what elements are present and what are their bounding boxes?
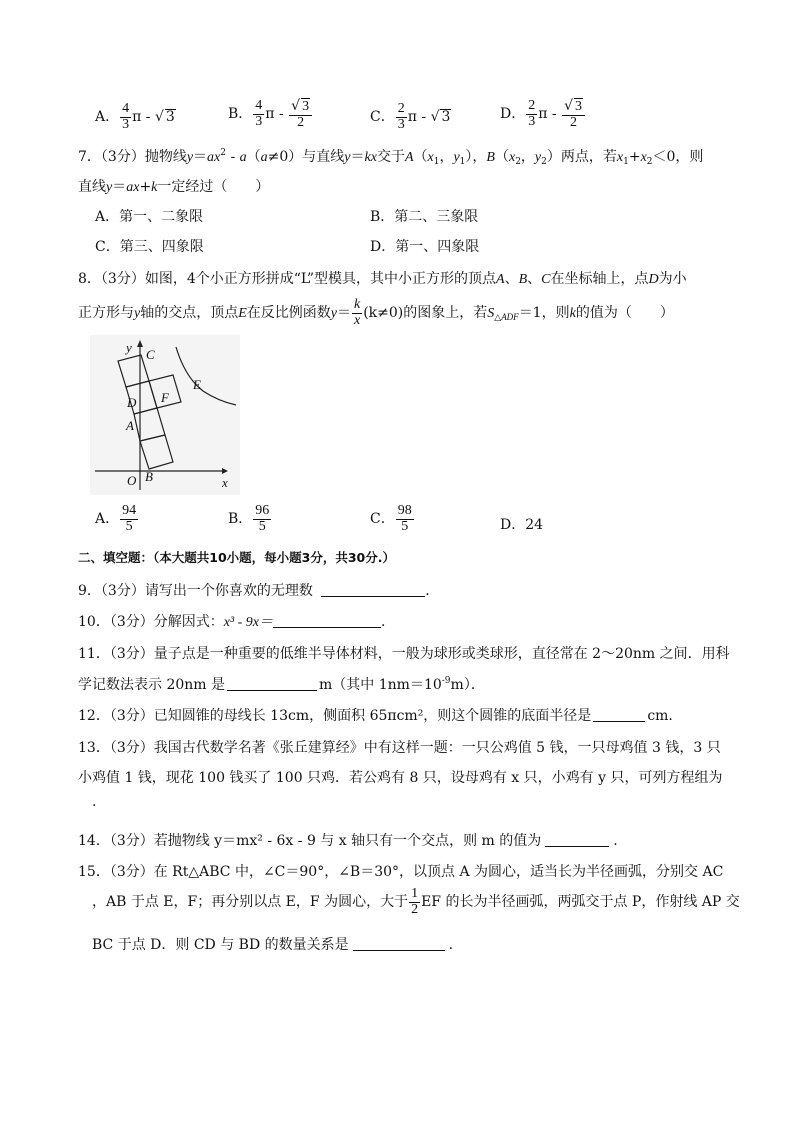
answer-blank[interactable]: [545, 832, 609, 847]
fraction: $\frac{98}{5}$: [397, 503, 412, 534]
fraction: $\frac{√ 3}{2}$: [289, 98, 312, 130]
fraction: $\frac{96}{5}$: [255, 503, 270, 534]
fraction: $\frac{4}{3}$: [255, 98, 263, 129]
q13-line1: 13．（3分）我国古代数学名著《张丘建算经》中有这样一题：一只公鸡值 5 钱，一只母鸡值 3 钱，3 只: [78, 740, 721, 756]
q8-line2: 正方形与y轴的交点，顶点E在反比例函数y＝ $\frac{k}{x}$ (k≠0)的图象上，若$S_{\triangle ADF}=1$，则k的值为（ ）: [78, 297, 674, 328]
fraction: $\frac{2}{3}$: [528, 98, 536, 129]
answer-blank[interactable]: [273, 613, 381, 628]
label-o: O: [127, 473, 137, 488]
q8-figure: [90, 335, 240, 495]
q15-line1: 15．（3分）在 Rt△ABC 中，∠C＝90°，∠B＝30°，以顶点 A 为圆心，适当长为半径画弧，分别交 AC: [78, 864, 724, 880]
q15-line2: ，AB 于点 E，F；再分别以点 E，F 为圆心，大于 $\frac{1}{2}$ EF 的长为半径画弧，两弧交于点 P，作射线 AP 交: [92, 886, 740, 917]
fraction: $\frac{4}{3}$: [122, 101, 130, 132]
answer-blank[interactable]: [227, 676, 317, 691]
section-heading: 二、填空题：（本大题共10小题，每小题3分，共30分.）: [78, 550, 396, 565]
answer-blank[interactable]: [321, 582, 425, 597]
q13-line2: 小鸡值 1 钱，现花 100 钱买了 100 只鸡．若公鸡有 8 只，设母鸡有 x 只，小鸡有 y 只，可列方程组为: [78, 770, 723, 786]
q7-option-b: B．第二、三象限: [370, 209, 479, 225]
q9: 9．（3分）请写出一个你喜欢的无理数 .: [78, 583, 430, 599]
q11-line2: 学记数法表示 20nm 是 m（其中 $1nm=10^{-9}m$）．: [78, 676, 485, 693]
answer-blank[interactable]: [353, 936, 445, 951]
q8-option-c: C． $\frac{98}{5}$: [370, 503, 412, 534]
q6-option-a: A． $\frac{4}{3}$ π - √ 3: [95, 101, 175, 132]
fraction: $\frac{k}{x}$: [354, 297, 361, 328]
q8-option-b: B． $\frac{96}{5}$: [228, 503, 270, 534]
q8-line1: 8．（3分）如图，4个小正方形拼成“L”型模具，其中小正方形的顶点A、B、C在坐标轴上，点D为小: [78, 271, 687, 287]
q7-option-c: C．第三、四象限: [95, 239, 204, 255]
q12: 12．（3分）已知圆锥的母线长 13cm，侧面积 65πcm²，则这个圆锥的底面半径是 cm.: [78, 708, 673, 724]
q7-option-d: D．第一、四象限: [370, 239, 480, 255]
q6-option-d: D． $\frac{2}{3}$ π - $\frac{√ 3}{2}$: [500, 98, 586, 130]
fraction: $\frac{94}{5}$: [122, 503, 137, 534]
q8-option-a: A． $\frac{94}{5}$: [95, 503, 137, 534]
q8-option-d: D．24: [500, 517, 544, 533]
q6-option-b: B． $\frac{4}{3}$ π - $\frac{√ 3}{2}$: [228, 98, 313, 130]
label-d: D: [127, 395, 137, 410]
fraction: $\frac{1}{2}$: [411, 886, 419, 917]
label-a: A: [126, 418, 134, 433]
label-y: y: [126, 340, 132, 355]
label-b: B: [145, 469, 153, 484]
q15-line3: BC 于点 D．则 CD 与 BD 的数量关系是 .: [92, 937, 454, 953]
q13-line3: .: [92, 794, 97, 810]
q14: 14．（3分）若抛物线 y＝mx² - 6x - 9 与 x 轴只有一个交点，则 m 的值为 .: [78, 833, 618, 849]
q7-option-a: A．第一、二象限: [95, 209, 204, 225]
q11-line1: 11．（3分）量子点是一种重要的低维半导体材料，一般为球形或类球形，直径常在 2～20nm 之间．用科: [78, 646, 730, 662]
q6-option-c: C． $\frac{2}{3}$ π - √ 3: [370, 101, 451, 132]
q7-line2: 直线y＝ax+k一定经过（ ）: [78, 179, 270, 195]
fraction: $\frac{√ 3}{2}$: [562, 98, 585, 130]
label-c: C: [146, 347, 155, 362]
label-x: x: [222, 475, 228, 490]
label-e: E: [193, 377, 201, 392]
answer-blank[interactable]: [593, 707, 645, 722]
label-f: F: [161, 390, 169, 405]
fraction: $\frac{2}{3}$: [397, 101, 405, 132]
q10: 10．（3分）分解因式：x³ - 9x＝ .: [78, 614, 386, 630]
q7-line1: 7．（3分）抛物线$y=ax^2 - a(a\ne 0)$与直线y＝kx交于$A(x_1$，$y_1$），$B(x_2$，$y_2$）两点，若$x_1+x_2<0$，则: [78, 148, 704, 167]
